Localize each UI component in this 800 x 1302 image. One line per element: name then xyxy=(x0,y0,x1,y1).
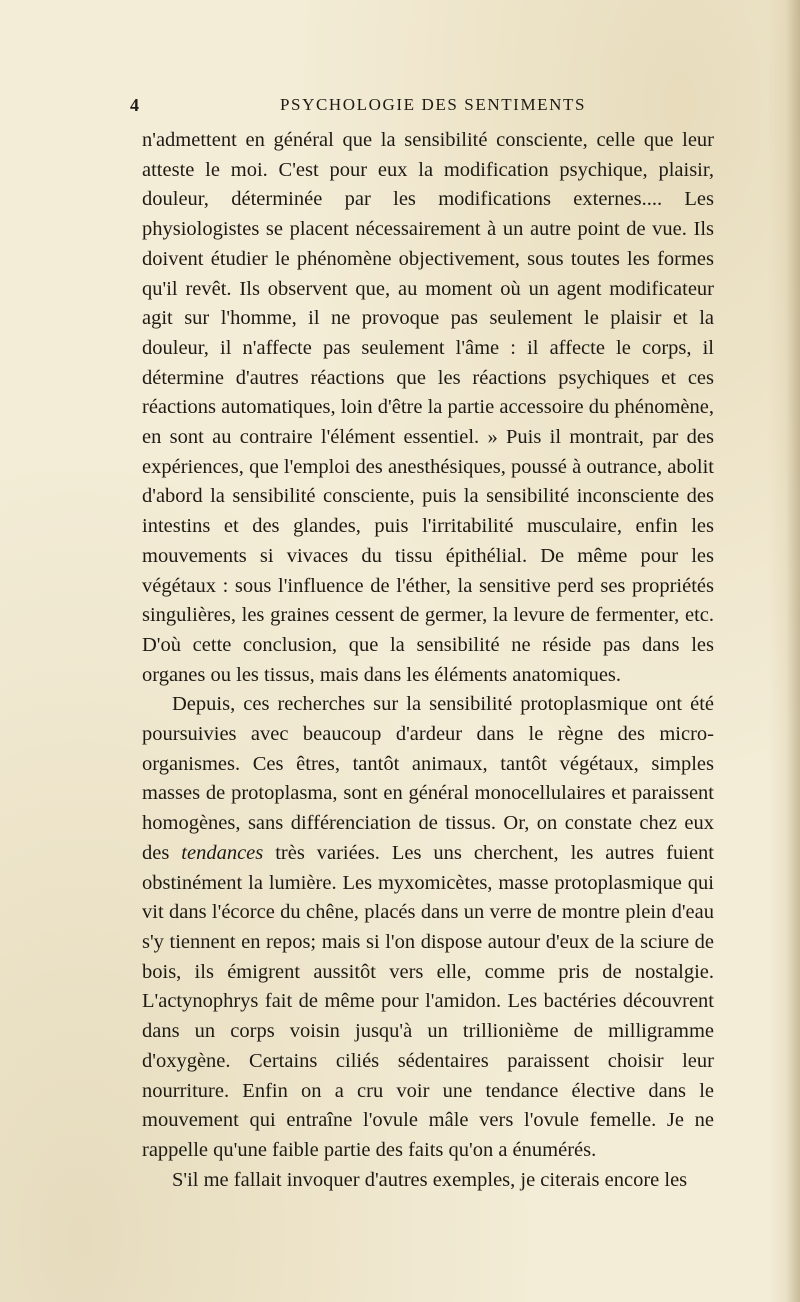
page-number: 4 xyxy=(130,95,140,115)
paragraph-1: n'admettent en général que la sensibilité consciente, celle que leur atteste le moi. C'est pour eux la modification psychique, plaisir, douleur, déterminée par les modifications externes.... Les physiologistes se placent nécessairement à un autre point de vue. Ils doivent étudier le phénomène objectivement, sous toutes les formes qu'il revêt. Ils observent que, au moment où un agent modificateur agit sur l'homme, il ne provoque pas seulement le plaisir et la douleur, il n'affecte pas seulement l'âme : il affecte le corps, il détermine d'autres réactions que les réactions psychiques et ces réactions automatiques, loin d'être la partie accessoire du phénomène, en sont au contraire l'élément essentiel. » Puis il montrait, par des expériences, que l'emploi des anesthésiques, poussé à outrance, abolit d'abord la sensibilité consciente, puis la sensibilité inconsciente des intestins et des glandes, puis l'irritabilité musculaire, enfin les mouvements si vivaces du tissu épithélial. De même pour les végétaux : sous l'influence de l'éther, la sensitive perd ses propriétés singulières, les graines cessent de germer, la levure de fermenter, etc. D'où cette conclusion, que la sensibilité ne réside pas dans les organes ou les tissus, mais dans les éléments anatomiques. xyxy=(142,129,714,686)
body-text xyxy=(142,126,714,1195)
paragraph-3: S'il me fallait invoquer d'autres exemples, je citerais encore les xyxy=(172,1168,688,1191)
running-head xyxy=(130,95,700,119)
page-edge-shadow xyxy=(786,0,800,1302)
running-title: PSYCHOLOGIE DES SENTIMENTS xyxy=(280,95,587,114)
paragraph-2-text-after: très variées. Les uns cherchent, les autres fuient obstinément la lumière. Les myxomicètes, masse protoplasmique qui vit dans l'écorce du chêne, placés dans un verre de montre plein d'eau s'y tiennent en repos; mais si l'on dispose autour d'eux de la sciure de bois, ils émigrent aussitôt vers elle, comme pris de nostalgie. L'actynophrys fait de même pour l'amidon. Les bactéries découvrent dans un corps voisin jusqu'à un trillionième de milligramme d'oxygène. Certains ciliés sédentaires paraissent choisir leur nourriture. Enfin on a cru voir une tendance élective dans le mouvement qui entraîne l'ovule mâle vers l'ovule femelle. Je ne rappelle qu'une faible partie des faits qu'on a énumérés. xyxy=(142,841,714,1161)
paragraph-2 xyxy=(142,690,714,1165)
paragraph-2-italic-term: tendances xyxy=(181,841,264,864)
paragraph-2-text-before: Depuis, ces recherches sur la sensibilité protoplasmique ont été poursuivies avec beaucoup d'ardeur dans le règne des micro-organismes. Ces êtres, tantôt animaux, tantôt végétaux, simples masses de protoplasma, sont en général monocellulaires et paraissent homogènes, sans différenciation de tissus. Or, on constate chez eux des xyxy=(142,693,714,864)
